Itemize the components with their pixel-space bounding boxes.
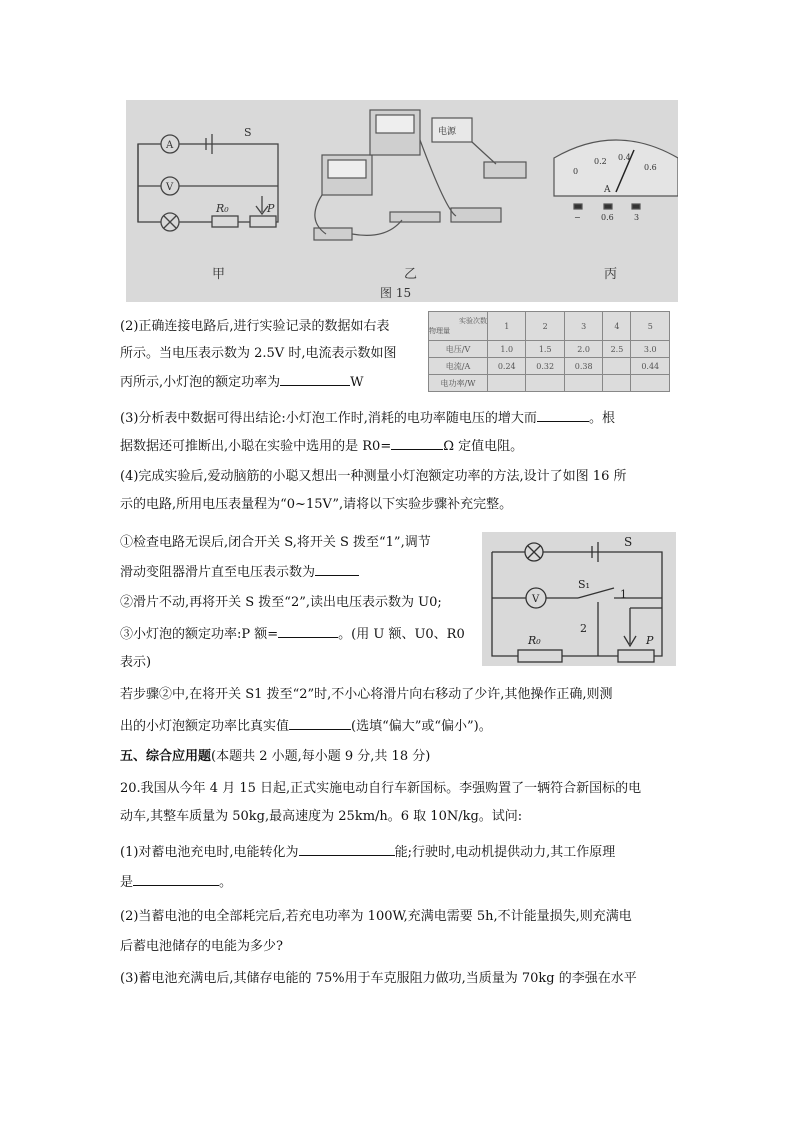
switch-label: S <box>244 126 252 139</box>
q2-line-3: 丙所示,小灯泡的额定功率为 W <box>120 372 364 392</box>
trial-header: 1 <box>488 312 526 341</box>
q2-line-1: (2)正确连接电路后,进行实验记录的数据如右表 <box>120 319 390 334</box>
dial-unit: A <box>604 185 611 195</box>
q4-line-1: (4)完成实验后,爱动脑筋的小聪又想出一种测量小灯泡额定功率的方法,设计了如图 16 所 <box>120 469 627 484</box>
dial-tick-3: 0.6 <box>644 163 657 172</box>
q20-2-line-2: 后蓄电池储存的电能为多少? <box>120 939 283 954</box>
answer-blank[interactable] <box>537 408 589 422</box>
power-source-label: 电源 <box>438 127 457 137</box>
answer-blank[interactable] <box>391 436 443 450</box>
q20-2-line-1: (2)当蓄电池的电全部耗完后,若充电功率为 100W,充满电需要 5h,不计能量损失,则充满电 <box>120 909 632 924</box>
answer-blank[interactable] <box>299 842 395 856</box>
trial-header: 3 <box>564 312 602 341</box>
q4-extra-line-2: 出的小灯泡额定功率比真实值 (选填“偏大”或“偏小”)。 <box>120 716 492 736</box>
figure-label-bing: 丙 <box>604 267 618 282</box>
dial-tick-2: 0.4 <box>618 153 631 162</box>
q4-line-2: 示的电路,所用电压表量程为“0~15V”,请将以下实验步骤补充完整。 <box>120 497 513 512</box>
voltmeter-symbol: V <box>532 594 540 605</box>
table-row: 电压/V 1.0 1.5 2.0 2.5 3.0 <box>429 341 670 358</box>
step-1-line-2: 滑动变阻器滑片直至电压表示数为 <box>120 562 359 582</box>
q20-line-1: 20.我国从今年 4 月 15 日起,正式实施电动自行车新国标。李强购置了一辆符合新国标的电 <box>120 781 642 796</box>
step-2-line: ②滑片不动,再将开关 S 拨至“2”,读出电压表示数为 U0; <box>120 595 442 610</box>
dial-terminal-3: 3 <box>634 213 640 222</box>
dial-tick-0: 0 <box>573 167 579 176</box>
slider-label: P <box>267 202 275 215</box>
answer-blank[interactable] <box>133 872 219 886</box>
q4-extra-line-1: 若步骤②中,在将开关 S1 拨至“2”时,不小心将滑片向右移动了少许,其他操作正确,则测 <box>120 687 613 702</box>
trial-header: 2 <box>526 312 564 341</box>
q3-line-1: (3)分析表中数据可得出结论:小灯泡工作时,消耗的电功率随电压的增大而 。根 <box>120 408 615 428</box>
figure-16-drawing <box>482 532 676 666</box>
q20-1-line-2: 是 。 <box>120 872 232 892</box>
position-1-label: 1 <box>620 588 627 601</box>
resistor-label: R₀ <box>216 202 229 215</box>
table-corner-header: 实验次数 物理量 <box>429 312 488 341</box>
table-row: 电流/A 0.24 0.32 0.38 0.44 <box>429 358 670 375</box>
step-3-line-2: 表示) <box>120 655 152 670</box>
apparatus-yi <box>314 110 526 240</box>
ammeter-symbol: A <box>166 140 174 151</box>
voltmeter-symbol: V <box>166 182 174 193</box>
resistor-label: R₀ <box>528 634 541 647</box>
section-5-heading: 五、综合应用题(本题共 2 小题,每小题 9 分,共 18 分) <box>120 749 431 764</box>
switch-label: S <box>624 535 633 549</box>
table-row: 电功率/W <box>429 375 670 392</box>
circuit-diagram-jia <box>138 108 278 231</box>
dial-terminal-neg: − <box>574 213 581 222</box>
trial-header: 5 <box>631 312 670 341</box>
figure-15 <box>126 100 678 302</box>
answer-blank[interactable] <box>278 624 338 638</box>
answer-blank[interactable] <box>315 562 359 576</box>
step-3-line: ③小灯泡的额定功率:P 额= 。(用 U 额、U0、R0 <box>120 624 465 644</box>
trial-header: 4 <box>603 312 631 341</box>
step-1-line-1: ①检查电路无误后,闭合开关 S,将开关 S 拨至“1”,调节 <box>120 535 431 550</box>
data-table <box>428 311 670 392</box>
figure-label-jia: 甲 <box>212 267 226 282</box>
q20-3-line-1: (3)蓄电池充满电后,其储存电能的 75%用于车克服阻力做功,当质量为 70kg 的李强在水平 <box>120 971 637 986</box>
figure-label-yi: 乙 <box>404 267 418 282</box>
dial-terminal-06: 0.6 <box>601 213 614 222</box>
slider-label: P <box>646 634 654 647</box>
q20-1-line-1: (1)对蓄电池充电时,电能转化为 能;行驶时,电动机提供动力,其工作原理 <box>120 842 615 862</box>
answer-blank[interactable] <box>289 716 351 730</box>
position-2-label: 2 <box>580 622 587 635</box>
answer-blank[interactable] <box>280 372 350 386</box>
q2-line-2: 所示。当电压表示数为 2.5V 时,电流表示数如图 <box>120 346 397 361</box>
figure-16 <box>482 532 676 666</box>
figure-15-drawing <box>126 100 678 302</box>
dial-tick-1: 0.2 <box>594 157 607 166</box>
figure-15-caption: 图 15 <box>380 286 412 300</box>
switch1-label: S₁ <box>578 578 590 591</box>
q3-line-2: 据数据还可推断出,小聪在实验中选用的是 R0= Ω 定值电阻。 <box>120 436 523 456</box>
q20-line-2: 动车,其整车质量为 50kg,最高速度为 25km/h。6 取 10N/kg。试问: <box>120 809 523 824</box>
